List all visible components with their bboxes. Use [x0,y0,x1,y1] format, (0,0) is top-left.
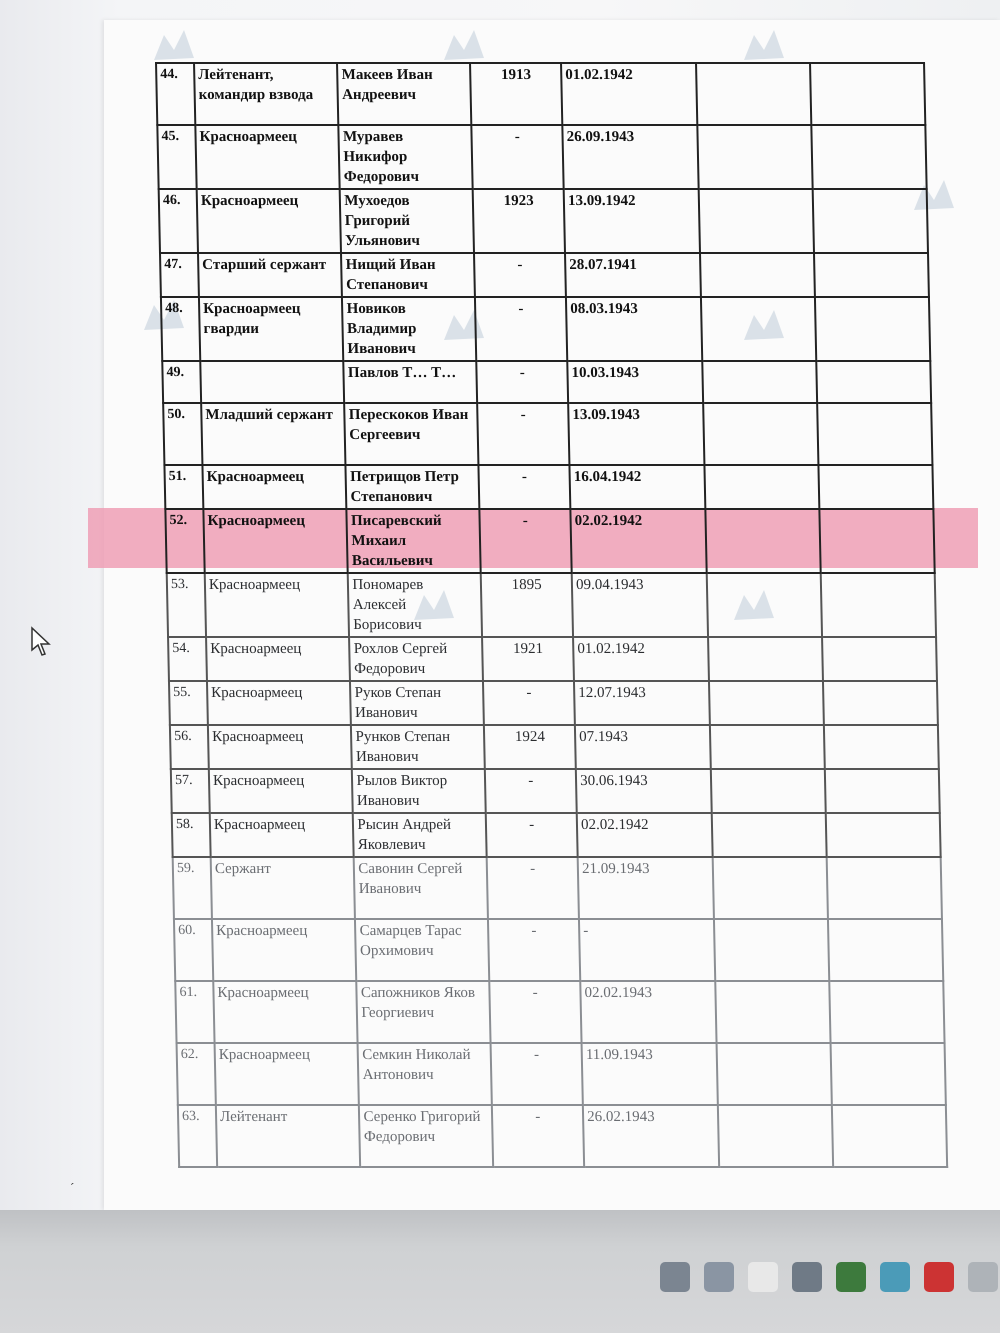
cell-year: - [472,125,564,189]
cell-empty [823,681,938,725]
cell-year: 1895 [481,573,573,637]
cell-empty [701,297,816,361]
cell-rank: Красноармеец [207,681,351,725]
cell-name: Писаревский Михаил Васильевич [347,509,481,573]
cell-date: 13.09.1942 [564,189,700,253]
table-row [174,919,943,981]
cell-empty [702,361,817,403]
cell-empty [821,573,936,637]
cell-empty [813,189,928,253]
cell-year: - [492,1105,584,1167]
cell-num: 45. [157,125,196,189]
cell-num: 62. [177,1043,216,1105]
table-row [156,63,925,125]
cell-name: Рылов Виктор Иванович [352,769,486,813]
table-row [159,189,928,253]
cell-num: 60. [174,919,213,981]
cell-date: 13.09.1943 [568,403,704,465]
cell-rank: Лейтенант, командир взвода [194,63,339,125]
cell-empty [811,125,926,189]
cell-year: - [479,465,571,509]
cell-rank: Красноармеец [202,465,346,509]
cell-rank: Красноармеец [210,813,354,857]
cell-empty [717,1043,832,1105]
cell-empty [818,465,933,509]
cell-date: 08.03.1943 [566,297,702,361]
cell-name: Павлов Т… Т… [344,361,478,403]
cell-empty [817,403,932,465]
table-row [165,509,934,573]
cell-date: 30.06.1943 [576,769,712,813]
mouse-cursor-icon [30,626,52,658]
cell-empty [826,813,941,857]
cell-year: - [488,919,580,981]
cell-date: 26.02.1943 [583,1105,719,1167]
cell-empty [707,573,822,637]
table-row [161,297,930,361]
cell-rank: Красноармеец [195,125,340,189]
cell-rank: Красноармеец [197,189,342,253]
cell-empty [829,981,944,1043]
cell-empty [822,637,937,681]
table-row [160,253,929,297]
cell-name: Савонин Сергей Иванович [354,857,488,919]
cell-name: Семкин Николай Антонович [358,1043,492,1105]
cell-year: - [485,769,577,813]
cell-name: Руков Степан Иванович [350,681,484,725]
cell-name: Рохлов Сергей Федорович [349,637,483,681]
display-icon[interactable] [748,1262,778,1292]
cell-empty [718,1105,833,1167]
cell-empty [816,361,931,403]
cell-empty [700,253,815,297]
table-row [177,1043,946,1105]
cell-year: 1921 [482,637,574,681]
cell-date: 12.07.1943 [574,681,710,725]
cell-rank: Красноармеец [215,1043,360,1105]
cell-rank: Красноармеец [205,573,350,637]
cell-empty [824,725,939,769]
cell-date: 02.02.1942 [570,509,706,573]
table-row [162,361,931,403]
cell-year: - [478,403,570,465]
cell-empty [815,297,930,361]
cell-date: 09.04.1943 [572,573,708,637]
cell-year: 1923 [473,189,565,253]
cell-empty [697,125,812,189]
cell-date: 26.09.1943 [562,125,698,189]
cell-date: 10.03.1943 [567,361,703,403]
cell-num: 61. [175,981,214,1043]
cell-year: - [474,253,566,297]
cell-empty [714,919,829,981]
cell-num: 59. [173,857,212,919]
cell-date: 02.02.1942 [577,813,713,857]
cell-rank: Красноармеец [203,509,348,573]
cell-empty [705,509,820,573]
cell-rank: Красноармеец [206,637,350,681]
cell-empty [711,769,826,813]
cell-num: 54. [168,637,207,681]
cell-year: - [487,857,579,919]
cell-year: - [491,1043,583,1105]
cell-name: Самарцев Тарас Орхимович [355,919,489,981]
cell-empty [715,981,830,1043]
table-row [157,125,926,189]
cell-year: - [480,509,572,573]
cell-empty [828,919,943,981]
cell-num: 51. [164,465,203,509]
cell-rank: Красноармеец гвардии [199,297,344,361]
cell-num: 50. [163,403,202,465]
cell-year: - [483,681,575,725]
cell-name: Рунков Степан Иванович [351,725,485,769]
table-row [171,769,940,813]
network-icon[interactable] [704,1262,734,1292]
cell-name: Перескоков Иван Сергеевич [345,403,479,465]
update-icon[interactable] [660,1262,690,1292]
cell-rank: Младший сержант [201,403,346,465]
cell-name: Сапожников Яков Георгиевич [357,981,491,1043]
cell-year: 1924 [484,725,576,769]
cell-name: Пономарев Алексей Борисович [348,573,482,637]
cell-year: - [486,813,578,857]
cell-empty [827,857,942,919]
cell-empty [831,1043,946,1105]
app-icon[interactable] [880,1262,910,1292]
cell-year: - [477,361,569,403]
cell-date: 07.1943 [575,725,711,769]
cell-empty [832,1105,947,1167]
cell-empty [712,813,827,857]
cell-empty [699,189,814,253]
cell-empty [705,465,820,509]
cell-name: Новиков Владимир Иванович [342,297,476,361]
cell-empty [696,63,811,125]
cell-num: 48. [161,297,200,361]
cell-name: Нищий Иван Степанович [341,253,475,297]
cell-name: Серенко Григорий Федорович [359,1105,493,1167]
table-row [168,637,937,681]
table-body [156,63,947,1167]
cell-rank [200,361,344,403]
cell-num: 47. [160,253,199,297]
table-row [175,981,944,1043]
cell-rank: Красноармеец [208,725,352,769]
cell-name: Макеев Иван Андреевич [337,63,471,125]
cell-num: 58. [172,813,211,857]
cell-rank: Красноармеец [212,919,357,981]
personnel-table [155,62,948,1170]
cell-year: 1913 [470,63,562,125]
monitor-icon[interactable] [968,1262,998,1292]
cell-num: 46. [159,189,198,253]
cell-date: 16.04.1942 [570,465,706,509]
cell-empty [814,253,929,297]
cell-date: 28.07.1941 [565,253,701,297]
cell-empty [708,637,823,681]
cell-date: 21.09.1943 [578,857,714,919]
cell-empty [819,509,934,573]
cell-date: 01.02.1942 [561,63,697,125]
notification-icon[interactable] [924,1262,954,1292]
table-row [170,725,939,769]
cell-rank: Красноармеец [213,981,358,1043]
cell-date: - [579,919,715,981]
cell-name: Муравев Никифор Федорович [339,125,473,189]
cell-num: 55. [169,681,208,725]
table-row [172,813,941,857]
table-row [169,681,938,725]
cell-num: 56. [170,725,209,769]
cell-empty [710,725,825,769]
cell-empty [703,403,818,465]
table-row [167,573,936,637]
cell-num: 57. [171,769,210,813]
cell-year: - [475,297,567,361]
cell-num: 49. [162,361,201,403]
cell-rank: Сержант [211,857,356,919]
cell-num: 52. [165,509,204,573]
table-row [178,1105,947,1167]
cell-date: 01.02.1942 [573,637,709,681]
cell-year: - [490,981,582,1043]
cell-empty [810,63,925,125]
table-row [173,857,942,919]
cell-rank: Красноармеец [209,769,353,813]
cell-rank: Лейтенант [216,1105,361,1167]
table-row [163,403,932,465]
cell-empty [713,857,828,919]
cell-name: Петрищов Петр Степанович [346,465,480,509]
cell-date: 02.02.1943 [580,981,716,1043]
cell-name: Рысин Андрей Яковлевич [353,813,487,857]
cell-num: 44. [156,63,195,125]
cell-name: Мухоедов Григорий Ульянович [340,189,474,253]
cell-empty [709,681,824,725]
cell-empty [825,769,940,813]
table-row [164,465,933,509]
stray-mark: ˊ [70,1180,75,1195]
cell-rank: Старший сержант [198,253,342,297]
cell-num: 53. [167,573,206,637]
cell-date: 11.09.1943 [582,1043,718,1105]
gpu-icon[interactable] [836,1262,866,1292]
wifi-icon[interactable] [792,1262,822,1292]
cell-num: 63. [178,1105,217,1167]
